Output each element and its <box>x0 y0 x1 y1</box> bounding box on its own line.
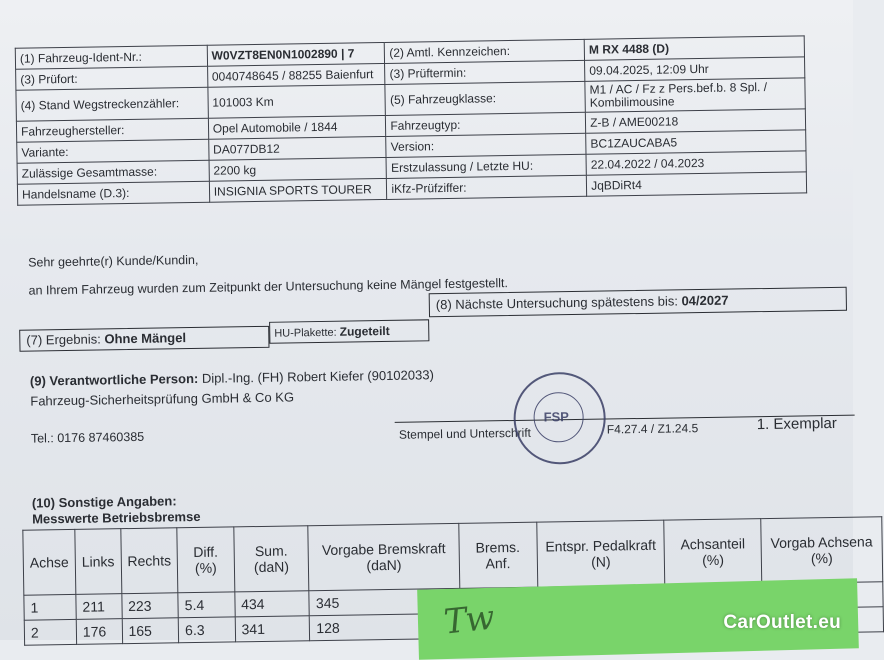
brake-header-cell: Achse <box>23 529 76 595</box>
inspection-stamp <box>513 372 606 465</box>
row-label: Erstzulassung / Letzte HU: <box>386 154 586 178</box>
brake-cell: 345 <box>309 588 460 615</box>
row-value: W0VZT8EN0N1002890 | 7 <box>207 42 385 66</box>
next-inspection-label: (8) Nächste Untersuchung spätestens bis: <box>435 293 679 313</box>
responsible-label: (9) Verantwortliche Person: <box>29 370 199 389</box>
row-value: 22.04.2022 / 04.2023 <box>586 151 806 175</box>
brake-header-cell: Links <box>75 529 122 595</box>
row-value: 09.04.2025, 12:09 Uhr <box>585 57 805 81</box>
row-value: 2200 kg <box>209 157 387 181</box>
brake-cell: 165 <box>122 618 179 644</box>
brake-header-cell: Vorgab Achsena (%) <box>761 517 883 584</box>
row-label: Zulässige Gesamtmasse: <box>17 160 209 184</box>
brake-cell: 6.3 <box>178 617 235 643</box>
row-label: Handelsname (D.3): <box>17 181 209 205</box>
vehicle-info-table <box>15 35 807 205</box>
row-label: (2) Amtl. Kennzeichen: <box>385 39 585 63</box>
next-inspection-box <box>429 287 847 318</box>
row-label: (1) Fahrzeug-Ident-Nr.: <box>15 45 207 69</box>
greeting: Sehr geehrte(r) Kunde/Kundin, <box>28 252 199 270</box>
row-label: Version: <box>386 133 586 157</box>
row-value: BC1ZAUCABA5 <box>586 130 806 154</box>
row-label: (3) Prüftermin: <box>385 60 585 84</box>
row-value: INSIGNIA SPORTS TOURER <box>209 178 387 202</box>
row-value: Opel Automobile / 1844 <box>208 115 386 139</box>
other-title: (10) Sonstige Angaben: <box>31 493 177 511</box>
plakette-box <box>269 319 429 344</box>
brake-header-cell: Rechts <box>120 528 178 594</box>
brake-cell: 341 <box>235 616 310 642</box>
brake-header-cell: Brems. Anf. <box>458 522 537 588</box>
row-label: (4) Stand Wegstreckenzähler: <box>16 87 208 121</box>
stamp-center-text: FSP <box>543 409 570 425</box>
brake-cell: 128 <box>310 613 461 640</box>
plakette-value: Zugeteilt <box>339 323 390 339</box>
row-label: (3) Prüfort: <box>16 66 208 90</box>
row-value: JqBDiRt4 <box>586 172 806 196</box>
brake-cell: 211 <box>76 594 122 620</box>
brake-cell: 434 <box>234 591 309 617</box>
stamp-caption: Stempel und Unterschrift <box>398 425 532 442</box>
row-value: Z-B / AME00218 <box>585 109 805 133</box>
row-label: Variante: <box>17 139 209 163</box>
next-inspection-value: 04/2027 <box>681 292 729 309</box>
brake-header-cell: Vorgabe Bremskraft (daN) <box>308 523 459 590</box>
row-value: DA077DB12 <box>208 136 386 160</box>
row-value: M1 / AC / Fz z Pers.bef.b. 8 Spl. / Kombilimousine <box>585 78 805 112</box>
row-value: 101003 Km <box>208 84 386 118</box>
brake-header-cell: Achsanteil (%) <box>664 519 761 586</box>
brake-header-cell: Diff. (%) <box>177 527 234 593</box>
watermark: CarOutlet.eu <box>723 612 841 633</box>
company-name: Fahrzeug-Sicherheitsprüfung GmbH & Co KG <box>30 389 295 409</box>
brake-header-cell: Sum. (daN) <box>233 526 309 592</box>
brake-cell: 223 <box>121 593 178 619</box>
row-label: (5) Fahrzeugklasse: <box>385 81 585 115</box>
result-box <box>19 326 269 352</box>
brake-header-cell: Entspr. Pedalkraft (N) <box>536 520 665 587</box>
brake-cell: 1 <box>24 594 76 620</box>
row-label: iKfz-Prüfziffer: <box>387 175 587 199</box>
row-value: 0040748645 / 88255 Baienfurt <box>207 63 385 87</box>
handwritten-scrawl: Tw <box>442 597 497 643</box>
result-value: Ohne Mängel <box>104 330 187 347</box>
row-label: Fahrzeughersteller: <box>16 118 208 142</box>
copy-label: 1. Exemplar <box>756 414 837 434</box>
brake-cell: 176 <box>76 619 122 645</box>
result-label: (7) Ergebnis: <box>26 331 101 348</box>
form-code: F4.27.4 / Z1.24.5 <box>606 421 699 437</box>
plakette-label: HU-Plakette: <box>274 326 337 340</box>
brake-cell: 5.4 <box>178 592 235 618</box>
result-sentence: an Ihrem Fahrzeug wurden zum Zeitpunkt der Untersuchung keine Mängel festgestellt. <box>28 276 509 298</box>
phone: Tel.: 0176 87460385 <box>30 429 145 446</box>
responsible-line <box>30 367 434 388</box>
responsible-name: Dipl.-Ing. (FH) Robert Kiefer (90102033) <box>201 367 434 386</box>
row-value: M RX 4488 (D) <box>584 36 804 60</box>
row-label: Fahrzeugtyp: <box>386 112 586 136</box>
other-subtitle: Messwerte Betriebsbremse <box>32 508 201 527</box>
brake-cell: 2 <box>24 619 76 645</box>
